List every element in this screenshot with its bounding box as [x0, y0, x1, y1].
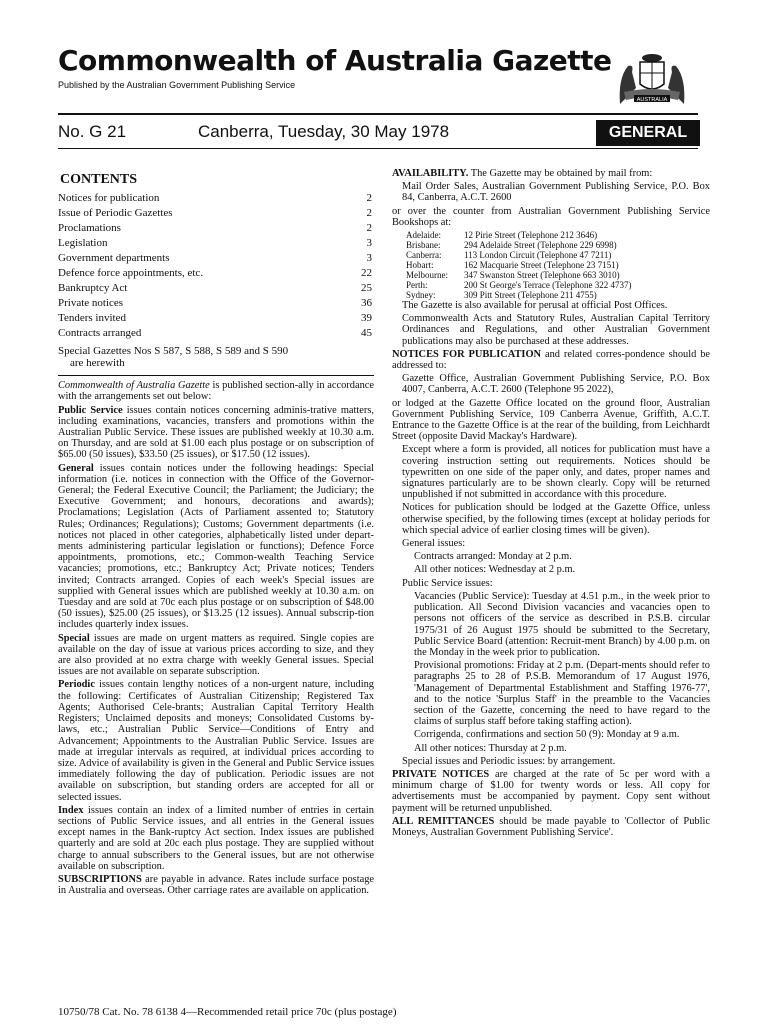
masthead	[58, 46, 698, 90]
left-column	[58, 168, 374, 898]
special-gazettes-label: Special Gazettes Nos S 587, S 588, S 589 and S 590	[58, 345, 289, 358]
contents-item-label: Contracts arranged	[58, 327, 142, 340]
contents-item	[58, 311, 374, 326]
perusal-paragraph: The Gazette is also available for perusal at official Post Offices.	[402, 300, 668, 312]
special-gazettes	[58, 345, 374, 357]
bookshop-address: 294 Adelaide Street (Telephone 229 6998)	[464, 240, 617, 251]
bookshop-city: Canberra:	[406, 250, 442, 261]
contents-item-page: 39	[361, 312, 372, 325]
intro-paragraph: Commonwealth of Australia Gazette is published section-ally in accordance with the arrangements set out below:	[58, 380, 374, 403]
contents-item-label: Tenders invited	[58, 312, 126, 325]
bookshop-address: 162 Macquarie Street (Telephone 23 7151)	[464, 260, 619, 271]
public-service-issues-label: Public Service issues:	[402, 577, 493, 589]
acts-paragraph: Commonwealth Acts and Statutory Rules, Australian Capital Territory Ordinances and Regulations, and other Australian Government publications may also be purchased at these addresses.	[402, 313, 710, 347]
public-service-paragraph: Public Service issues contain notices concerning adminis-trative matters, including examinations, vacancies, transfers and promotions within the Australian Public Service. These issues are published weekly at 10.30 a.m. on Thursday, and are sold at $1.00 each plus postage or on subscription of $65.00 (50 issues), $33.50 (25 issues), or $17.50 (12 issues).	[58, 404, 375, 461]
divider	[58, 375, 374, 376]
contents-item	[58, 206, 374, 221]
bookshop-city: Adelaide:	[406, 230, 441, 241]
bookshop-address: 200 St George's Terrace (Telephone 322 4737)	[464, 280, 632, 291]
bookshop-address: 347 Swanston Street (Telephone 663 3010)	[464, 270, 620, 281]
bookshop-row	[392, 270, 710, 280]
index-paragraph: Index issues contain an index of a limited number of entries in certain sections of Public Service issues, and all entries in the General issues except names in the Bank-ruptcy Act section. Index issues are published quarterly and are sold at 20c each plus postage. They are supplied without charge to annual subscribers to the General issues, but are not otherwise available on subscription.	[58, 804, 374, 872]
mail-order-address: Mail Order Sales, Australian Government Publishing Service, P.O. Box 84, Canberra, A.C.T. 2600	[402, 181, 710, 204]
contents-item-page: 22	[361, 267, 372, 280]
lodge-times-paragraph: Notices for publication should be lodged at the Gazette Office, unless otherwise specified, by the following times (except at holiday periods for which special advice of earlier closing times will be given).	[402, 502, 710, 536]
contents-item-label: Government departments	[58, 252, 170, 265]
bookshop-city: Brisbane:	[406, 240, 441, 251]
contents-heading: CONTENTS	[60, 172, 138, 187]
contents-item-label: Issue of Periodic Gazettes	[58, 207, 173, 220]
remittances-paragraph: ALL REMITTANCES should be made payable to 'Collector of Public Moneys, Australian Government Publishing Service'.	[392, 815, 710, 838]
bookshop-row	[392, 240, 710, 250]
availability-paragraph: AVAILABILITY. The Gazette may be obtained by mail from:	[392, 168, 653, 179]
issue-date: Canberra, Tuesday, 30 May 1978	[198, 122, 450, 141]
issue-rule	[58, 148, 698, 149]
contents-item-page: 25	[361, 282, 372, 295]
bookshop-row	[392, 230, 710, 240]
issue-number: No. G 21	[58, 122, 127, 141]
contents-item-label: Proclamations	[58, 222, 121, 235]
periodic-paragraph: Periodic issues contain lengthy notices of a non-urgent nature, including the following: Certificates of Australian Citizenship; Registered Tax Agents; Authorised Cele-brants; Australian Capital Territory Health Registers; Unclaimed deposits and moneys; Consolidated Customs by-laws, etc.; Australian Public Service—Conditions of Entry and Advancement; Appointments to the Australian Public Service. Issues are made at irregular intervals as required, at individual prices according to size. Advice of availability is given in the General and Public Service issues immediately following the day of publication. Periodic issues are not available on subscription, but standing orders are accepted for all or selected issues.	[58, 679, 374, 803]
bookshop-address: 12 Pirie Street (Telephone 212 3646)	[464, 230, 598, 241]
contents-item	[58, 296, 374, 311]
special-gazettes-cont: are herewith	[70, 357, 125, 370]
bookshop-city: Sydney:	[406, 290, 436, 301]
contents-item	[58, 221, 374, 236]
contents-item	[58, 281, 374, 296]
contracts-deadline: Contracts arranged: Monday at 2 p.m.	[414, 551, 572, 563]
bookshop-row	[392, 260, 710, 270]
contents-item-page: 2	[366, 192, 372, 205]
issue-type-badge: GENERAL	[596, 120, 700, 146]
vacancies-deadline: Vacancies (Public Service): Tuesday at 4.51 p.m., in the week prior to publication. All Second Division vacancies and vacancies open to persons not officers of the service as described in P.S.B. circular 1975/31 of 26 August 1975 should be submitted to the Secretary, Public Service Board (attention: Recruit-ment Branch) by 4.00 p.m. on the Monday in the week prior to publication.	[414, 590, 710, 658]
general-issues-label: General issues:	[402, 538, 466, 550]
notices-for-publication-paragraph: NOTICES FOR PUBLICATION and related corres-pondence should be addressed to:	[392, 348, 710, 372]
contents-item-label: Private notices	[58, 297, 124, 310]
gazette-title: Commonwealth of Australia Gazette	[58, 44, 612, 77]
contents-item-page: 3	[366, 237, 372, 250]
counter-paragraph: or over the counter from Australian Government Publishing Service Bookshops at:	[392, 205, 710, 228]
contents-item	[58, 326, 374, 341]
footer-catalogue: 10750/78 Cat. No. 78 6138 4—Recommended retail price 70c (plus postage)	[58, 1006, 397, 1018]
lodged-paragraph: or lodged at the Gazette Office located on the ground floor, Australian Government Publishing Service, 109 Canberra Avenue, Griffith, A.C.T. Entrance to the Gazette Office is at the rear of the building, from Leichhardt Street (opposite David Mackay's Hardware).	[392, 397, 710, 443]
contents-item-page: 45	[361, 327, 372, 340]
contents-item-label: Legislation	[58, 237, 108, 250]
contents-item	[58, 236, 374, 251]
bookshop-row	[392, 250, 710, 260]
contents-item-page: 2	[366, 207, 372, 220]
contents-item-label: Bankruptcy Act	[58, 282, 128, 295]
private-notices-paragraph: PRIVATE NOTICES are charged at the rate of 5c per word with a minimum charge of $1.00 for twenty words or less. All copy for advertisements must be accompanied by payment. Copy sent without payment will be returned unpublished.	[392, 768, 710, 814]
issue-line	[58, 120, 698, 146]
bookshop-list	[392, 230, 710, 300]
header-rule	[58, 113, 698, 115]
corrigenda-deadline: Corrigenda, confirmations and section 50 (9): Monday at 9 a.m.	[414, 729, 680, 741]
bookshop-address: 113 London Circuit (Telephone 47 7211)	[464, 250, 612, 261]
special-paragraph: Special issues are made on urgent matters as required. Single copies are available on the day of issue at various prices according to size, and they are also provided at no extra charge with weekly General issues. Special issues are not available on separate subscription.	[58, 632, 374, 678]
contents-item-label: Notices for publication	[58, 192, 160, 205]
published-by: Published by the Australian Government Publishing Service	[58, 80, 296, 90]
contents-item	[58, 266, 374, 281]
special-periodic-arrangement: Special issues and Periodic issues: by arrangement.	[402, 755, 616, 767]
contents-item-label: Defence force appointments, etc.	[58, 267, 204, 280]
subscriptions-paragraph: SUBSCRIPTIONS are payable in advance. Rates include surface postage in Australia and overseas. Other carriage rates are available on application.	[58, 873, 374, 897]
provisional-promotions-deadline: Provisional promotions: Friday at 2 p.m. (Depart-ments should refer to paragraphs 25 to 28 of P.S.B. Memorandum of 17 August 1976, 'Management of Departmental Establishment and Staffing 1976-77', and to the notice 'Surplus Staff' in the preamble to the Vacancies section of the Gazette, concerning the need to have regard to the claims of surplus staff before taking staffing action).	[414, 660, 710, 728]
coat-of-arms-icon	[610, 48, 694, 114]
contents-item-page: 2	[366, 222, 372, 235]
contents-item	[58, 251, 374, 266]
except-paragraph: Except where a form is provided, all notices for publication must have a covering instruction setting out requirements. Notices should be typewritten on one side of the paper only, and dates, proper names and signatures particularly are to be shown clearly. Copy will be returned unpublished if not submitted in accordance with this procedure.	[402, 444, 710, 501]
contents-list	[58, 191, 374, 341]
contents-item	[58, 191, 374, 206]
other-notices-ps-deadline: All other notices: Thursday at 2 p.m.	[414, 742, 567, 754]
bookshop-city: Perth:	[406, 280, 428, 291]
contents-item-page: 3	[366, 252, 372, 265]
right-column	[392, 168, 710, 840]
crest-banner: AUSTRALIA	[636, 97, 668, 103]
bookshop-city: Melbourne:	[406, 270, 448, 281]
bookshop-address: 309 Pitt Street (Telephone 211 4755)	[464, 290, 597, 301]
general-paragraph: General issues contain notices under the following headings: Special information (i.e. notices in connection with the Office of the Governor-General; the Federal Executive Council; the Parliament; the Judiciary; the Executive Government; and honours, decorations and awards); Proclamations; Legislation (Acts of Parliament assented to; Statutory Rules; Ordinances; Regulations); Customs; Government departments (i.e. notices not placed in other categories, alphabetically listed under depart-ments administering particular legislation or functions); Defence Force appointments, promotions, etc.; Common-wealth Teaching Service vacancies; promotions, etc.; Bankruptcy Act; Private notices; Tenders invited; Contracts arranged. Copies of each week's Special issues are supplied with General issues which are published weekly at 10.30 a.m. on Tuesday and are sold at 70c each plus postage or on subscription of $48.00 (50 issues), $25.00 (25 issues), or $13.25 (12 issues). Annual subscrip-tion includes quarterly index issues.	[58, 462, 374, 631]
bookshop-row	[392, 280, 710, 290]
contents-item-page: 36	[361, 297, 372, 310]
bookshop-city: Hobart:	[406, 260, 434, 271]
bookshop-row	[392, 290, 710, 300]
gazette-office-address: Gazette Office, Australian Government Publishing Service, P.O. Box 4007, Canberra, A.C.T. 2600 (Telephone 95 2022),	[402, 373, 710, 396]
other-notices-deadline: All other notices: Wednesday at 2 p.m.	[414, 564, 576, 576]
